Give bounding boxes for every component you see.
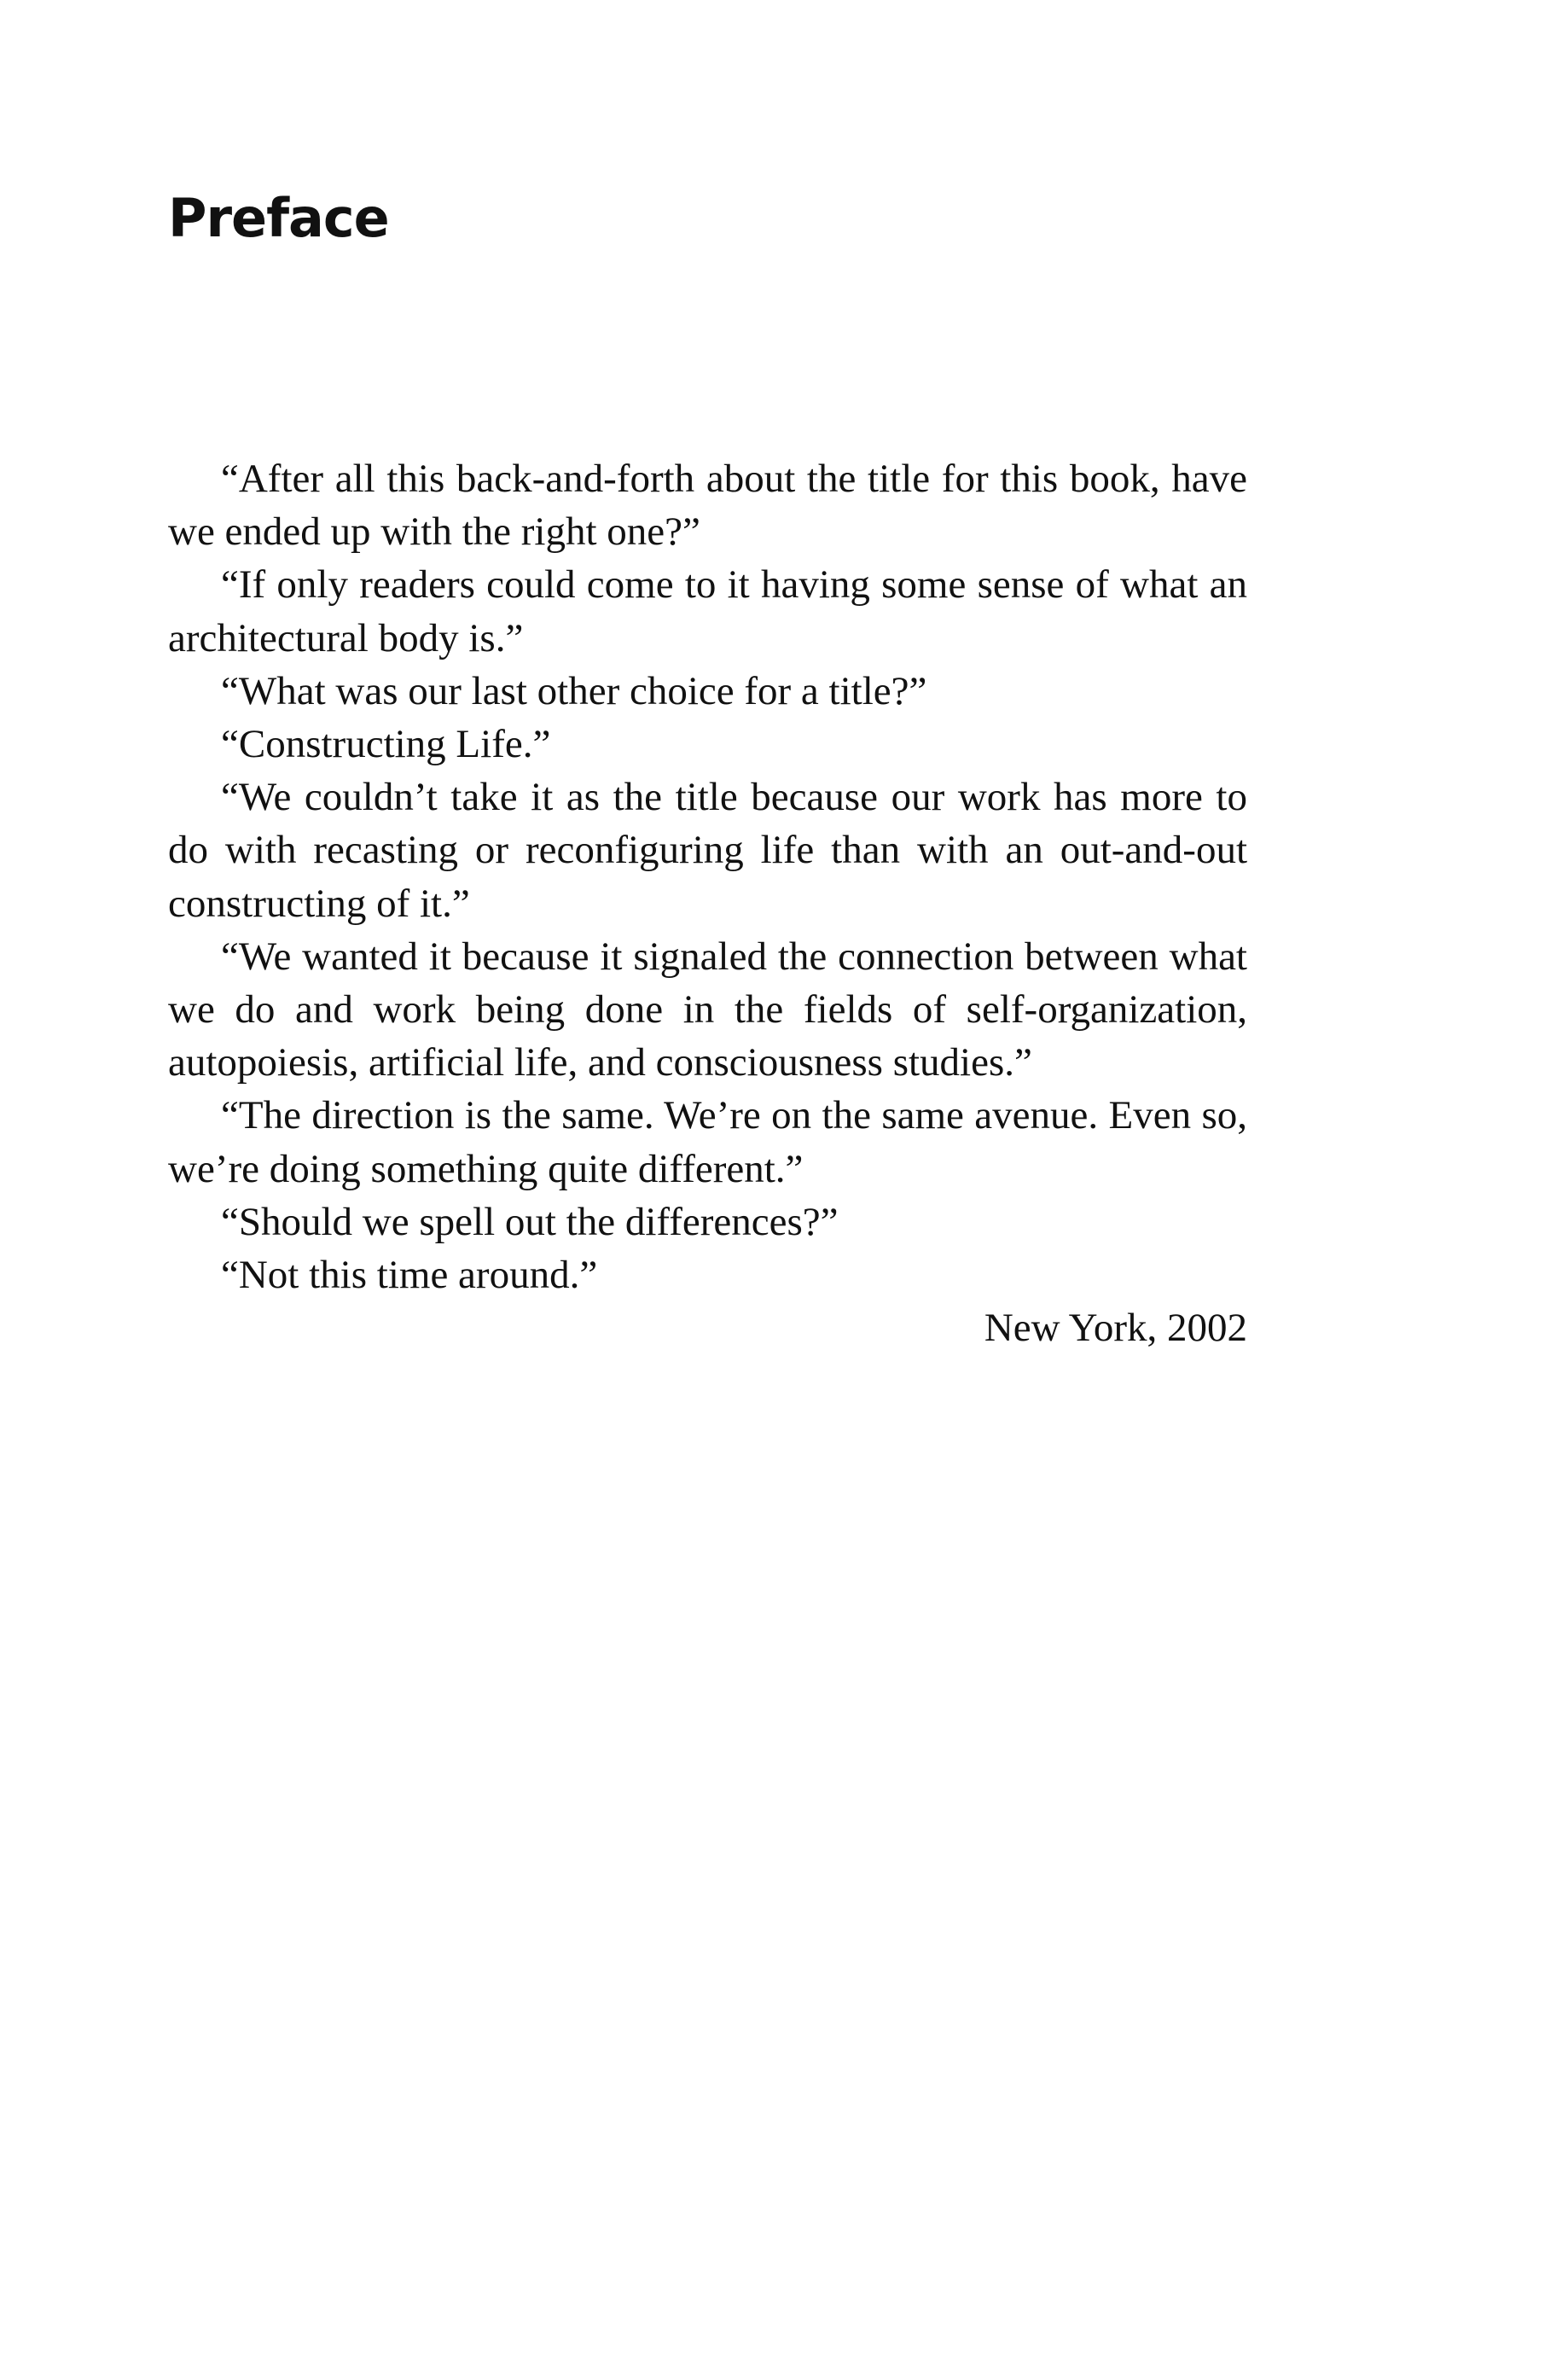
place-date-signoff: New York, 2002 <box>984 1306 1247 1351</box>
paragraph: “Should we spell out the differences?” <box>221 1199 839 1244</box>
preface-body <box>168 452 1247 1354</box>
paragraph: “We wanted it because it signaled the connection between what we do and work being done in the fields of self-organization, autopoiesis, artificial life, and consciousness studies.” <box>168 934 1247 1085</box>
paragraph: “The direction is the same. We’re on the same avenue. Even so, we’re doing something quite different.” <box>168 1093 1247 1191</box>
paragraph: “Constructing Life.” <box>221 722 551 767</box>
paragraph: “After all this back-and-forth about the title for this book, have we ended up with the right one?” <box>168 457 1247 555</box>
paragraph: “If only readers could come to it having some sense of what an architectural body is.” <box>168 562 1247 660</box>
paragraph: “Not this time around.” <box>221 1253 598 1298</box>
paragraph: “What was our last other choice for a title?” <box>221 668 927 713</box>
page-title: Preface <box>168 187 389 249</box>
paragraph: “We couldn’t take it as the title because our work has more to do with recasting or reconfiguring life than with an out-and-out constructing of it.” <box>168 775 1247 926</box>
